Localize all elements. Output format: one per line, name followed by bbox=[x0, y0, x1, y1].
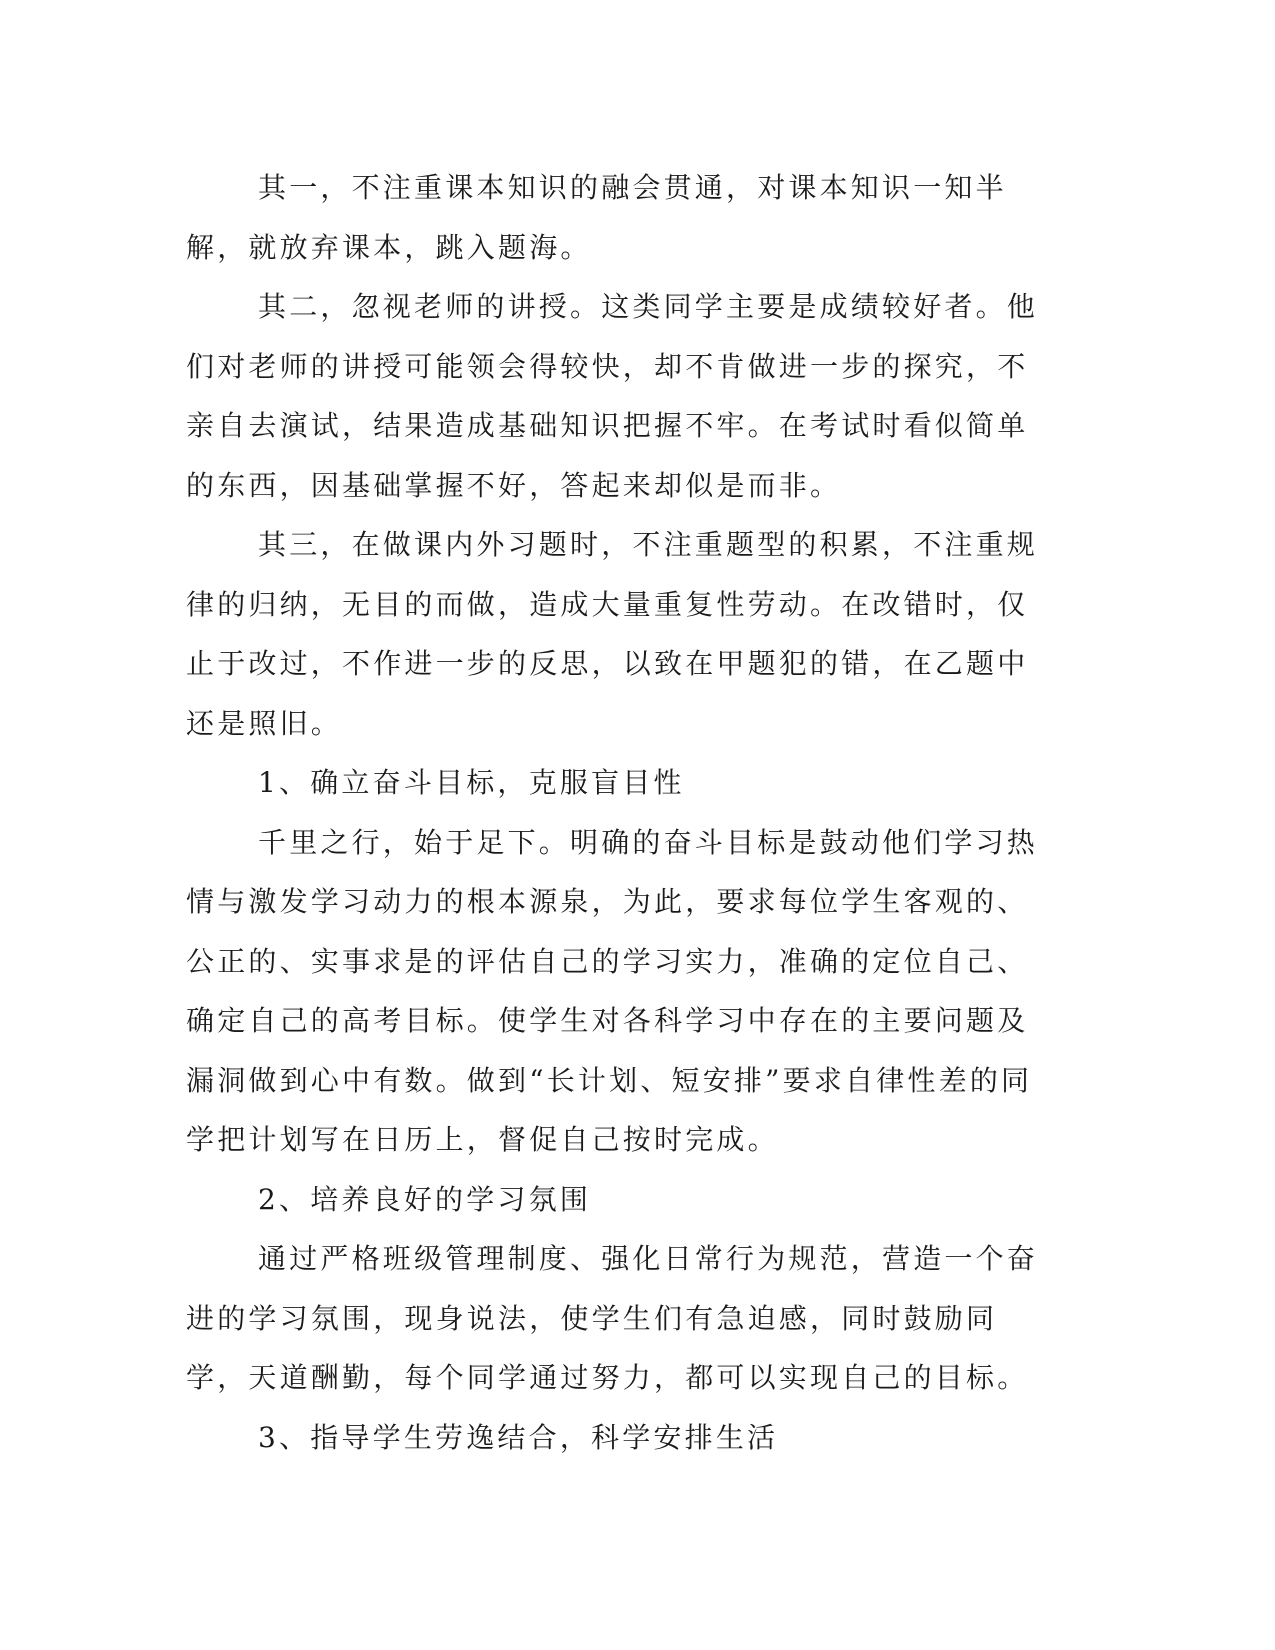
paragraph-point-three: 其三，在做课内外习题时，不注重题型的积累，不注重规律的归纳，无目的而做，造成大量重复性劳动。在改错时，仅止于改过，不作进一步的反思，以致在甲题犯的错，在乙题中还是照旧。 bbox=[186, 528, 1039, 740]
document-body bbox=[186, 158, 1056, 1467]
section-heading-goals: 1、确立奋斗目标，克服盲目性 bbox=[258, 766, 685, 799]
section-heading-balance: 3、指导学生劳逸结合，科学安排生活 bbox=[258, 1420, 779, 1454]
paragraph-goals: 千里之行，始于足下。明确的奋斗目标是鼓动他们学习热情与激发学习动力的根本源泉，为此，要求每位学生客观的、公正的、实事求是的评估自己的学习实力，准确的定位自己、确定自己的高考目标。使学生对各科学习中存在的主要问题及漏洞做到心中有数。做到“长计划、短安排”要求自律性差的同学把计划写在日历上，督促自己按时完成。 bbox=[186, 825, 1039, 1156]
paragraph-point-two: 其二，忽视老师的讲授。这类同学主要是成绩较好者。他们对老师的讲授可能领会得较快，却不肯做进一步的探究，不亲自去演试，结果造成基础知识把握不牢。在考试时看似简单的东西，因基础掌握不好，答起来却似是而非。 bbox=[186, 290, 1039, 502]
paragraph-point-one: 其一，不注重课本知识的融会贯通，对课本知识一知半解，就放弃课本，跳入题海。 bbox=[186, 171, 1007, 264]
section-heading-atmosphere: 2、培养良好的学习氛围 bbox=[258, 1182, 592, 1216]
paragraph-atmosphere: 通过严格班级管理制度、强化日常行为规范，营造一个奋进的学习氛围，现身说法，使学生们有急迫感，同时鼓励同学，天道酬勤，每个同学通过努力，都可以实现自己的目标。 bbox=[186, 1242, 1039, 1394]
